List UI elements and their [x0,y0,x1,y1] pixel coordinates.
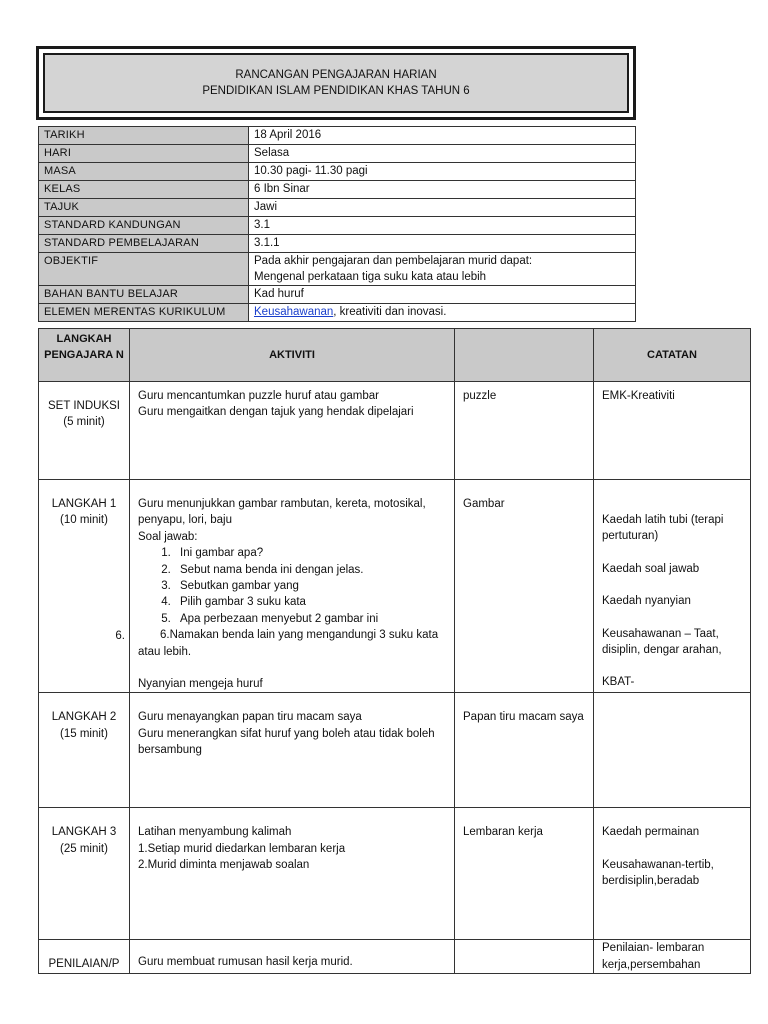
bahan-cell: puzzle [455,382,594,480]
document-title: RANCANGAN PENGAJARAN HARIAN [235,69,437,81]
catatan-line: Kaedah permainan [602,826,700,839]
question-item: 2. Sebut nama benda ini dengan jelas. [174,562,446,578]
standard-kandungan-value: 3.1 [249,217,636,235]
spacer [602,658,742,674]
title-box [36,46,636,120]
info-row-elemen [39,304,636,322]
catatan-line: Kaedah nyanyian [602,595,691,608]
activity-cell [130,808,455,940]
keusahawanan-link[interactable]: Keusahawanan [254,306,334,318]
info-row-masa [39,163,636,181]
tajuk-value: Jawi [249,199,636,217]
lesson-table [38,328,751,974]
elemen-value [249,304,636,322]
step-label: SET INDUKSI [48,400,120,412]
catatan-cell: Penilaian- lembaran kerja,persembahan [594,940,751,974]
info-row-hari [39,145,636,163]
lesson-header-row [39,329,751,382]
activity-cell [130,693,455,808]
question-item: 5. Apa perbezaan menyebut 2 gambar ini [174,611,446,627]
row-penilaian [39,940,751,974]
elemen-label: ELEMEN MERENTAS KURIKULUM [39,304,249,322]
question-item: 3. Sebutkan gambar yang [174,578,446,594]
tarikh-label: TARIKH [39,127,249,145]
activity-line: Guru menerangkan sifat huruf yang boleh atau tidak boleh bersambung [138,727,435,757]
side-number: 6. [115,630,125,642]
tajuk-label: TAJUK [39,199,249,217]
header-aktiviti: AKTIVITI [130,329,455,382]
hari-value: Selasa [249,145,636,163]
activity-line: Guru menunjukkan gambar rambutan, kereta, motosikal, penyapu, lori, baju [138,498,426,527]
catatan-cell [594,480,751,693]
activity-line: Guru mengaitkan dengan tajuk yang hendak dipelajari [138,406,414,419]
bahan-cell: Lembaran kerja [455,808,594,940]
question-item: 1. Ini gambar apa? [174,545,446,561]
step-time: (25 minit) [60,842,108,855]
step-time: (5 minit) [63,416,105,429]
kelas-label: KELAS [39,181,249,199]
step-cell [39,808,130,940]
row-langkah-3 [39,808,751,940]
row-langkah-1 [39,480,751,693]
masa-value: 10.30 pagi- 11.30 pagi [249,163,636,181]
row-set-induksi [39,382,751,480]
standard-pembelajaran-value: 3.1.1 [249,235,636,253]
info-row-objektif [39,253,636,286]
activity-cell [130,940,455,974]
catatan-line: Kaedah latih tubi (terapi pertuturan) [602,514,724,543]
objektif-line-1: Pada akhir pengajaran dan pembelajaran murid dapat: [254,255,533,267]
bahan-value: Kad huruf [249,286,636,304]
elemen-rest: , kreativiti dan inovasi. [333,306,447,318]
step-label: LANGKAH 1 [51,498,117,510]
question-list [138,545,446,627]
activity-cell [130,382,455,480]
objektif-label: OBJEKTIF [39,253,249,286]
hari-label: HARI [39,145,249,163]
tarikh-value: 18 April 2016 [249,127,636,145]
activity-line: Nyanyian mengeja huruf [138,678,263,691]
info-row-bahan [39,286,636,304]
bahan-cell: Papan tiru macam saya [455,693,594,808]
catatan-cell [594,693,751,808]
step-cell [39,940,130,974]
question-item: 4. Pilih gambar 3 suku kata [174,594,446,610]
catatan-cell: EMK-Kreativiti [594,382,751,480]
activity-line: Latihan menyambung kalimah [138,826,292,839]
info-row-standard-pembelajaran [39,235,636,253]
catatan-line: Keusahawanan – Taat, disiplin, dengar arahan, [602,627,722,657]
info-row-kelas [39,181,636,199]
info-table [38,126,636,322]
activity-line: 2.Murid diminta menjawab soalan [138,859,310,872]
header-bahan [455,329,594,382]
info-row-tarikh [39,127,636,145]
catatan-line: KBAT- [602,676,635,689]
step-cell [39,382,130,480]
catatan-line: Kaedah soal jawab [602,562,700,575]
spacer [138,660,446,676]
objektif-line-2: Mengenal perkataan tiga suku kata atau lebih [254,271,487,283]
info-row-tajuk [39,199,636,217]
spacer [602,577,742,593]
question-item-6: 6.Namakan benda lain yang mengandungi 3 suku kata atau lebih. [138,629,439,658]
step-cell [39,480,130,693]
spacer [602,545,742,561]
step-label: LANGKAH 3 [51,826,117,839]
header-langkah: LANGKAH PENGAJARA N [39,329,130,382]
objektif-value [249,253,636,286]
step-label: LANGKAH 2 [51,711,117,724]
activity-line: Soal jawab: [138,530,198,543]
step-time: (10 minit) [60,514,108,527]
kelas-value: 6 Ibn Sinar [249,181,636,199]
activity-line: Guru membuat rumusan hasil kerja murid. [138,956,353,969]
activity-cell [130,480,455,693]
step-time: (15 minit) [60,727,108,740]
row-langkah-2 [39,693,751,808]
bahan-cell: Gambar [455,480,594,693]
info-row-standard-kandungan [39,217,636,235]
standard-pembelajaran-label: STANDARD PEMBELAJARAN [39,235,249,253]
activity-line: Guru menayangkan papan tiru macam saya [138,711,362,724]
activity-line: 1.Setiap murid diedarkan lembaran kerja [138,842,346,855]
document-subtitle: PENDIDIKAN ISLAM PENDIDIKAN KHAS TAHUN 6 [202,85,470,97]
step-cell [39,693,130,808]
catatan-cell [594,808,751,940]
activity-line: Guru mencantumkan puzzle huruf atau gambar [138,390,379,402]
masa-label: MASA [39,163,249,181]
header-catatan: CATATAN [594,329,751,382]
spacer [602,610,742,626]
bahan-cell [455,940,594,974]
bahan-label: BAHAN BANTU BELAJAR [39,286,249,304]
title-inner [43,53,629,113]
spacer [602,841,742,857]
standard-kandungan-label: STANDARD KANDUNGAN [39,217,249,235]
step-label: PENILAIAN/P [48,958,120,971]
catatan-line: Keusahawanan-tertib, berdisiplin,beradab [602,858,714,888]
